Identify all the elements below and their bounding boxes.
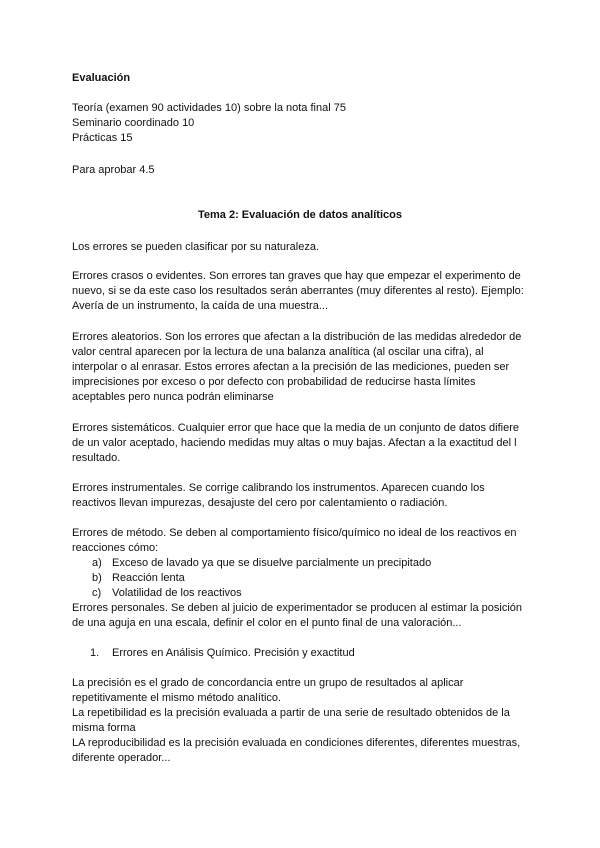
paragraph-line: reacciones cómo: xyxy=(72,542,159,554)
paragraph-line: Errores sistemáticos. Cualquier error que hace que la media de un conjunto de datos difiere xyxy=(72,422,519,434)
evaluacion-line: Prácticas 15 xyxy=(72,132,133,144)
aleatorios-paragraph xyxy=(72,330,532,405)
sistematicos-paragraph xyxy=(72,421,532,466)
precision-paragraph xyxy=(72,676,532,766)
section-title: Errores en Análisis Químico. Precisión y exactitud xyxy=(112,647,355,659)
paragraph-line: imprecisiones por exceso o por defecto con probabilidad de reducirse hasta límites xyxy=(72,376,476,388)
paragraph-line: Errores personales. Se deben al juicio de experimentador se producen al estimar la posición xyxy=(72,602,523,614)
evaluacion-section xyxy=(72,71,532,86)
paragraph-line: valor central aparecen por la lectura de una balanza analítica (al oscilar una cifra), al xyxy=(72,346,484,358)
list-item xyxy=(72,571,532,586)
paragraph-line: Errores aleatorios. Son los errores que afectan a la distribución de las medidas alrededor de xyxy=(72,331,522,343)
paragraph-line: resultado. xyxy=(72,452,121,464)
paragraph-line: Errores crasos o evidentes. Son errores tan graves que hay que empezar el experimento de xyxy=(72,270,521,282)
tema-title: Tema 2: Evaluación de datos analíticos xyxy=(198,209,402,221)
section-heading xyxy=(90,646,355,661)
paragraph-line: nuevo, si se da este caso los resultados serán aberrantes (muy diferentes al resto). Ejemplo: xyxy=(72,285,524,297)
evaluacion-details xyxy=(72,101,532,146)
paragraph-line: de una aguja en una escala, definir el color en el punto final de una valoración... xyxy=(72,617,462,629)
paragraph-line: repetitivamente el mismo método analítico. xyxy=(72,692,282,704)
paragraph-line: Errores instrumentales. Se corrige calibrando los instrumentos. Aparecen cuando los xyxy=(72,482,485,494)
list-marker: c) xyxy=(92,587,102,599)
instrumentales-paragraph xyxy=(72,481,532,511)
list-item-text: Reacción lenta xyxy=(112,572,185,584)
paragraph-line: Avería de un instrumento, la caída de una muestra... xyxy=(72,300,329,312)
paragraph-line: interpolar o al enrasar. Estos errores afectan a la precisión de las mediciones, pueden ser xyxy=(72,361,510,373)
section-number: 1. xyxy=(90,647,100,659)
paragraph-line: misma forma xyxy=(72,722,136,734)
paragraph-line: La precisión es el grado de concordancia entre un grupo de resultados al aplicar xyxy=(72,677,464,689)
paragraph-line: La repetibilidad es la precisión evaluada a partir de una serie de resultado obtenidos de la xyxy=(72,707,510,719)
metodo-paragraph xyxy=(72,526,532,631)
list-marker: a) xyxy=(92,557,102,569)
list-marker: b) xyxy=(92,572,102,584)
paragraph-line: reactivos llevan impurezas, desajuste del cero por calentamiento o radiación. xyxy=(72,497,448,509)
evaluacion-line: Seminario coordinado 10 xyxy=(72,117,195,129)
tema-intro xyxy=(72,240,532,255)
paragraph-line: de un valor aceptado, haciendo medidas muy altas o muy bajas. Afectan a la exactitud del l xyxy=(72,437,517,449)
paragraph-line: Errores de método. Se deben al comportamiento físico/químico no ideal de los reactivos en xyxy=(72,527,517,539)
paragraph-line: diferente operador... xyxy=(72,752,171,764)
evaluacion-line: Teoría (examen 90 actividades 10) sobre la nota final 75 xyxy=(72,102,346,114)
list-item xyxy=(72,556,532,571)
list-item-text: Volatilidad de los reactivos xyxy=(112,587,242,599)
crasos-paragraph xyxy=(72,269,532,314)
aprobar-note xyxy=(72,163,532,178)
list-item-text: Exceso de lavado ya que se disuelve parcialmente un precipitado xyxy=(112,557,432,569)
paragraph-line: LA reproducibilidad es la precisión evaluada en condiciones diferentes, diferentes muestras, xyxy=(72,737,521,749)
evaluacion-heading: Evaluación xyxy=(72,72,131,84)
intro-text: Los errores se pueden clasificar por su naturaleza. xyxy=(72,241,320,253)
aprobar-text: Para aprobar 4.5 xyxy=(72,164,155,176)
paragraph-line: aceptables pero nunca podrán eliminarse xyxy=(72,391,274,403)
list-item xyxy=(72,586,532,601)
